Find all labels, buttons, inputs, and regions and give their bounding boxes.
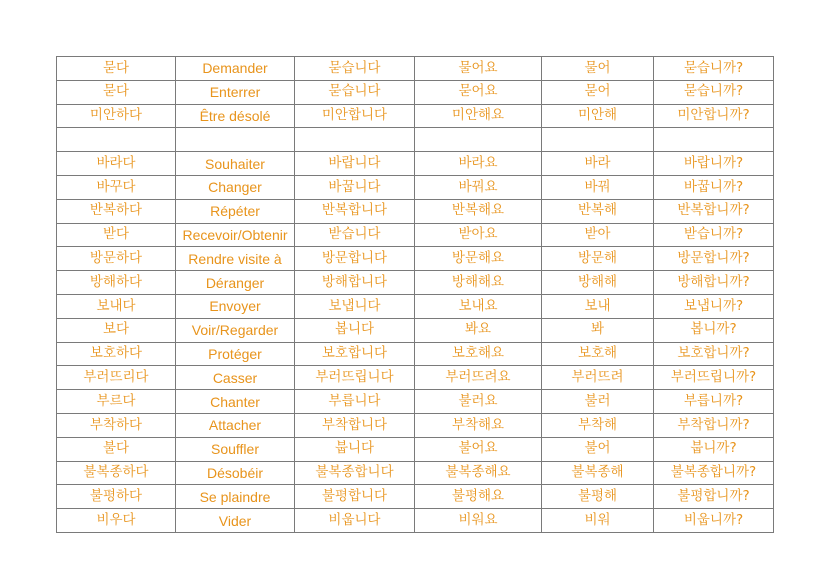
polite-form-cell: 묻어요 [415, 80, 542, 104]
question-form-cell: 받습니까? [654, 223, 774, 247]
french-meaning-cell: Demander [176, 57, 295, 81]
verb-row [57, 104, 774, 128]
formal-form-cell: 보호합니다 [295, 342, 415, 366]
french-meaning-cell [176, 128, 295, 152]
question-form-cell: 부착합니까? [654, 413, 774, 437]
french-meaning-cell: Recevoir/Obtenir [176, 223, 295, 247]
formal-form-cell: 보냅니다 [295, 294, 415, 318]
question-form-cell: 반복합니까? [654, 199, 774, 223]
casual-form-cell: 묻어 [542, 80, 654, 104]
formal-form-cell [295, 128, 415, 152]
formal-form-cell: 불평합니다 [295, 485, 415, 509]
verb-row [57, 80, 774, 104]
french-meaning-cell: Envoyer [176, 294, 295, 318]
french-meaning-cell: Répéter [176, 199, 295, 223]
polite-form-cell: 물어요 [415, 57, 542, 81]
formal-form-cell: 미안합니다 [295, 104, 415, 128]
infinitive-cell: 바라다 [57, 152, 176, 176]
polite-form-cell: 보호해요 [415, 342, 542, 366]
casual-form-cell: 반복해 [542, 199, 654, 223]
french-meaning-cell: Vider [176, 509, 295, 533]
question-form-cell: 봅니까? [654, 318, 774, 342]
verb-conjugation-table [56, 56, 774, 533]
casual-form-cell: 불평해 [542, 485, 654, 509]
verb-row [57, 175, 774, 199]
question-form-cell: 보냅니까? [654, 294, 774, 318]
polite-form-cell: 바꿔요 [415, 175, 542, 199]
question-form-cell: 묻습니까? [654, 57, 774, 81]
french-meaning-cell: Changer [176, 175, 295, 199]
formal-form-cell: 바랍니다 [295, 152, 415, 176]
polite-form-cell: 반복해요 [415, 199, 542, 223]
infinitive-cell: 미안하다 [57, 104, 176, 128]
verb-row [57, 461, 774, 485]
question-form-cell: 미안합니까? [654, 104, 774, 128]
infinitive-cell: 불평하다 [57, 485, 176, 509]
casual-form-cell: 바꿔 [542, 175, 654, 199]
verb-row [57, 342, 774, 366]
casual-form-cell: 물어 [542, 57, 654, 81]
infinitive-cell: 부착하다 [57, 413, 176, 437]
formal-form-cell: 부릅니다 [295, 390, 415, 414]
verb-row [57, 152, 774, 176]
infinitive-cell: 비우다 [57, 509, 176, 533]
verb-row [57, 509, 774, 533]
question-form-cell: 불평합니까? [654, 485, 774, 509]
casual-form-cell: 바라 [542, 152, 654, 176]
formal-form-cell: 바꿉니다 [295, 175, 415, 199]
verb-row [57, 318, 774, 342]
question-form-cell: 부릅니까? [654, 390, 774, 414]
casual-form-cell: 비워 [542, 509, 654, 533]
casual-form-cell: 불러 [542, 390, 654, 414]
question-form-cell [654, 128, 774, 152]
formal-form-cell: 붑니다 [295, 437, 415, 461]
verb-row [57, 437, 774, 461]
polite-form-cell: 받아요 [415, 223, 542, 247]
formal-form-cell: 묻습니다 [295, 80, 415, 104]
formal-form-cell: 방해합니다 [295, 271, 415, 295]
infinitive-cell: 방해하다 [57, 271, 176, 295]
formal-form-cell: 묻습니다 [295, 57, 415, 81]
french-meaning-cell: Enterrer [176, 80, 295, 104]
french-meaning-cell: Attacher [176, 413, 295, 437]
infinitive-cell: 불복종하다 [57, 461, 176, 485]
formal-form-cell: 부러뜨립니다 [295, 366, 415, 390]
infinitive-cell: 받다 [57, 223, 176, 247]
casual-form-cell: 방해해 [542, 271, 654, 295]
infinitive-cell: 바꾸다 [57, 175, 176, 199]
question-form-cell: 바랍니까? [654, 152, 774, 176]
french-meaning-cell: Chanter [176, 390, 295, 414]
polite-form-cell: 봐요 [415, 318, 542, 342]
casual-form-cell: 부착해 [542, 413, 654, 437]
verb-row [57, 247, 774, 271]
infinitive-cell: 보내다 [57, 294, 176, 318]
casual-form-cell: 부러뜨려 [542, 366, 654, 390]
formal-form-cell: 방문합니다 [295, 247, 415, 271]
french-meaning-cell: Désobéir [176, 461, 295, 485]
formal-form-cell: 불복종합니다 [295, 461, 415, 485]
question-form-cell: 붑니까? [654, 437, 774, 461]
infinitive-cell: 부르다 [57, 390, 176, 414]
french-meaning-cell: Casser [176, 366, 295, 390]
polite-form-cell: 부러뜨려요 [415, 366, 542, 390]
infinitive-cell: 반복하다 [57, 199, 176, 223]
french-meaning-cell: Voir/Regarder [176, 318, 295, 342]
verb-row [57, 294, 774, 318]
french-meaning-cell: Souhaiter [176, 152, 295, 176]
casual-form-cell: 불복종해 [542, 461, 654, 485]
infinitive-cell: 방문하다 [57, 247, 176, 271]
verb-row [57, 199, 774, 223]
french-meaning-cell: Protéger [176, 342, 295, 366]
casual-form-cell: 봐 [542, 318, 654, 342]
casual-form-cell [542, 128, 654, 152]
infinitive-cell: 묻다 [57, 80, 176, 104]
question-form-cell: 방해합니까? [654, 271, 774, 295]
verb-row [57, 271, 774, 295]
polite-form-cell: 불러요 [415, 390, 542, 414]
polite-form-cell: 미안해요 [415, 104, 542, 128]
formal-form-cell: 받습니다 [295, 223, 415, 247]
french-meaning-cell: Déranger [176, 271, 295, 295]
infinitive-cell: 묻다 [57, 57, 176, 81]
verb-row [57, 57, 774, 81]
document-page [56, 56, 774, 533]
spacer-row [57, 128, 774, 152]
question-form-cell: 보호합니까? [654, 342, 774, 366]
french-meaning-cell: Souffler [176, 437, 295, 461]
verb-row [57, 413, 774, 437]
polite-form-cell: 불어요 [415, 437, 542, 461]
polite-form-cell: 불평해요 [415, 485, 542, 509]
casual-form-cell: 보내 [542, 294, 654, 318]
question-form-cell: 묻습니까? [654, 80, 774, 104]
formal-form-cell: 반복합니다 [295, 199, 415, 223]
formal-form-cell: 부착합니다 [295, 413, 415, 437]
infinitive-cell: 보다 [57, 318, 176, 342]
french-meaning-cell: Rendre visite à [176, 247, 295, 271]
question-form-cell: 불복종합니까? [654, 461, 774, 485]
infinitive-cell: 부러뜨리다 [57, 366, 176, 390]
question-form-cell: 비웁니까? [654, 509, 774, 533]
verb-row [57, 390, 774, 414]
casual-form-cell: 보호해 [542, 342, 654, 366]
question-form-cell: 방문합니까? [654, 247, 774, 271]
infinitive-cell [57, 128, 176, 152]
infinitive-cell: 보호하다 [57, 342, 176, 366]
polite-form-cell: 보내요 [415, 294, 542, 318]
casual-form-cell: 방문해 [542, 247, 654, 271]
polite-form-cell [415, 128, 542, 152]
question-form-cell: 부러뜨립니까? [654, 366, 774, 390]
verb-row [57, 223, 774, 247]
casual-form-cell: 미안해 [542, 104, 654, 128]
french-meaning-cell: Se plaindre [176, 485, 295, 509]
polite-form-cell: 부착해요 [415, 413, 542, 437]
polite-form-cell: 방해해요 [415, 271, 542, 295]
formal-form-cell: 봅니다 [295, 318, 415, 342]
polite-form-cell: 방문해요 [415, 247, 542, 271]
casual-form-cell: 받아 [542, 223, 654, 247]
polite-form-cell: 불복종해요 [415, 461, 542, 485]
verb-row [57, 485, 774, 509]
french-meaning-cell: Être désolé [176, 104, 295, 128]
formal-form-cell: 비웁니다 [295, 509, 415, 533]
infinitive-cell: 불다 [57, 437, 176, 461]
polite-form-cell: 비워요 [415, 509, 542, 533]
verb-table-body [57, 57, 774, 533]
question-form-cell: 바꿉니까? [654, 175, 774, 199]
casual-form-cell: 불어 [542, 437, 654, 461]
polite-form-cell: 바라요 [415, 152, 542, 176]
verb-row [57, 366, 774, 390]
